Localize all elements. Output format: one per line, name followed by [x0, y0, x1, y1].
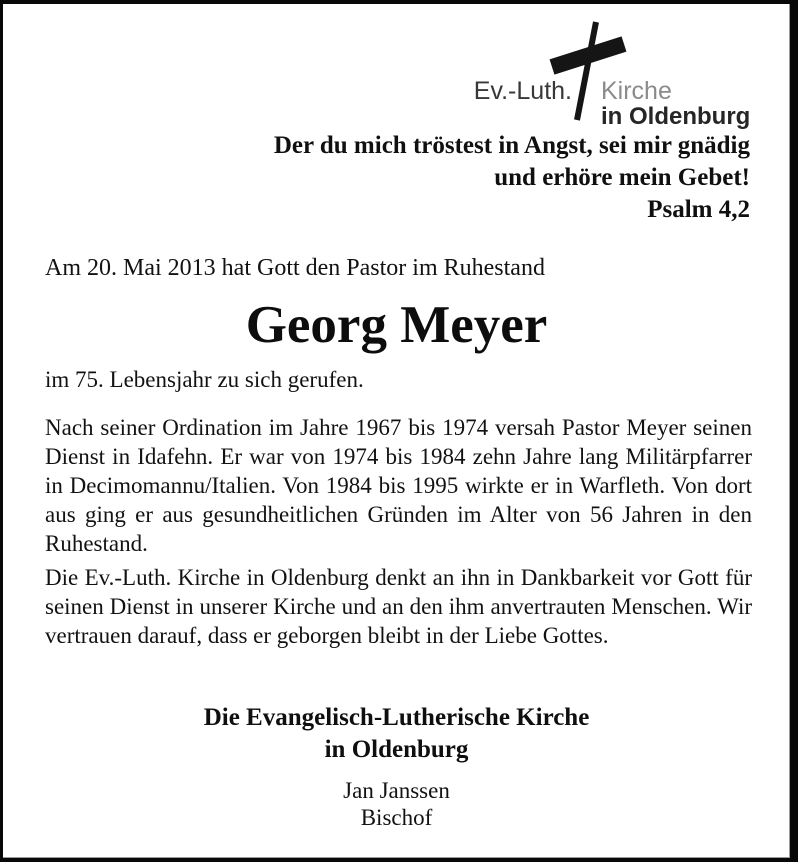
scripture-line-2: und erhöre mein Gebet!: [494, 164, 750, 191]
announcement-called: im 75. Lebensjahr zu sich gerufen.: [45, 367, 364, 392]
signature-block: [3, 702, 790, 831]
biography-paragraph: Nach seiner Ordination im Jahre 1967 bis 1974 versah Pastor Meyer seinen Dienst in Idafehn. Er war von 1974 bis 1984 zehn Jahre lang Militärpfarrer in Decimomannu/Italien. Von 1984 bis 1995 wirkte er in Warfleth. Von dort aus ging er aus gesundheitlichen Gründen im Alter von 56 Jahren in den Ruhestand.: [45, 415, 752, 556]
scripture-source: Psalm 4,2: [647, 196, 750, 223]
logo-text-evluth: Ev.-Luth.: [473, 77, 572, 105]
organization-line-2: in Oldenburg: [324, 736, 469, 763]
scripture-line-1: Der du mich tröstest in Angst, sei mir gnädig: [273, 132, 750, 159]
signer-name: Jan Janssen: [343, 778, 450, 803]
signing-organization: [3, 702, 790, 766]
organization-line-1: Die Evangelisch-Lutherische Kirche: [203, 704, 590, 731]
announcement-intro: Am 20. Mai 2013 hat Gott den Pastor im Ruhestand: [45, 255, 545, 281]
remembrance-paragraph: Die Ev.-Luth. Kirche in Oldenburg denkt an ihn in Dankbarkeit vor Gott für seinen Dienst in unserer Kirche und an den ihm anvertrauten Menschen. Wir vertrauen darauf, dass er geborgen bleibt in der Liebe Gottes.: [45, 565, 752, 648]
logo-text-in-oldenburg: in Oldenburg: [601, 103, 751, 130]
signer-title: Bischof: [360, 805, 433, 830]
logo-text-kirche: Kirche: [601, 77, 672, 105]
deceased-name: Georg Meyer: [245, 296, 548, 354]
scripture-quote: [274, 130, 750, 226]
church-logo: [470, 16, 770, 128]
